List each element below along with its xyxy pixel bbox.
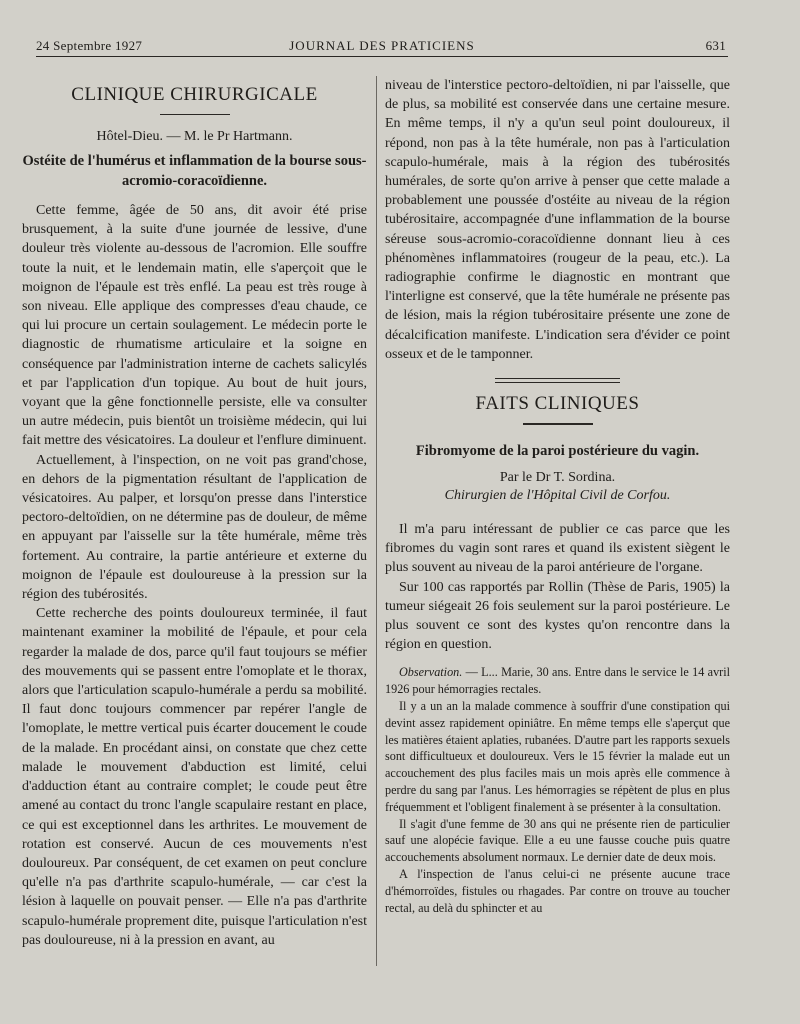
header-journal-title: JOURNAL DES PRATICIENS: [289, 38, 475, 53]
section-title-faits: FAITS CLINIQUES: [475, 393, 640, 415]
header-page-number: 631: [705, 38, 726, 53]
small-paragraph: Il y a un an la malade commence à souffrir d'une constipation qui devint assez rapidement opiniâtre. En même temps elle s'aperçut que les matières étaient aplaties, rubanées. D'autre part les rapports sexuels sont difficultueux et douloureux. Vers le 15 février la malade eut un accouchement des plus faciles mais un mois après elle commence à perdre du sang par l'anus. Les hémorragies se répètent de plus en plus fréquemment et l'obligent finalement à se présenter à la consultation.: [385, 699, 731, 814]
article-title-fibromyome: Fibromyome de la paroi postérieure du vagin.: [415, 443, 700, 460]
paragraph: Il m'a paru intéressant de publier ce cas parce que les fibromes du vagin sont rares et quand ils existent siègent le plus souvent au niveau de la paroi antérieure de l'organe.: [385, 522, 730, 576]
title-rule: [160, 114, 230, 115]
small-paragraph: Il s'agit d'une femme de 30 ans qui ne présente rien de particulier sauf une alopécie favique. Elle a eu une fausse couche puis quatre accouchements absolument normaux. Le dernier date de deux mois.: [385, 816, 730, 865]
header-date: 24 Septembre 1927: [36, 38, 143, 53]
observation-label: Observation.: [399, 665, 463, 680]
section-separator: [495, 378, 620, 383]
title-rule: [523, 423, 593, 425]
section-title-clinique: CLINIQUE CHIRURGICALE: [71, 84, 318, 105]
paragraph-continuation: niveau de l'interstice pectoro-deltoïdien, ni par l'aisselle, que de plus, sa mobilité est conservée dans une certaine mesure. En même temps, il n'y a qu'un seul point douloureux, il répond, non pas à la tête humérale, non pas à l'articulation scapulo-humérale, mais à la région des tubérosités humérales, de sorte qu'on arrive à penser que cette malade a probablement une poussée d'ostéite au niveau de la région tubérositaire, accompagnée d'une inflammation de la bourse séreuse sous-acromio-coracoïdienne donnant lieu à ces phénomènes inflammatoires (rougeur de la peau, etc.). La radiographie confirme le diagnostic en montrant que l'interligne est conservé, que la tête humérale ne présente pas de lésion, mais la région tubérositaire présente une zone de décalcification manifeste. L'indication sera d'évider ce point osseux et de le tamponner.: [385, 78, 730, 362]
page-header: [36, 36, 728, 57]
observation-text: — L... Marie, 30 ans. Entre dans le service le 14 avril 1926 pour hémorragies rectales.: [385, 665, 730, 697]
column-divider: [376, 76, 377, 966]
paragraph: Cette recherche des points douloureux terminée, il faut maintenant examiner la mobilité de l'épaule, et pour cela regarder la malade de dos, parce qu'il faut toujours se méfier des mouvements qui se passent entre l'omoplate et le thorax, alors que l'articulation scapulo-humérale a perdu sa mobilité. Il faut donc toujours commencer par repérer l'angle de l'omoplate, le mettre vertical puis écarter doucement le coude de la malade. En procédant ainsi, on constate que chez cette malade le mouvement d'abduction est limité, celui d'adduction étant au contraire complet; le coude peut être amené au contact du tronc l'angle scapulaire restant en place, ce qui est exceptionnel dans les arthrites. Le mouvement de rotation est conservé. Aucun de ces mouvements n'est douloureux. Par conséquent, de cet examen on peut conclure qu'elle n'a pas d'arthrite scapulo-humérale, — car c'est la lésion à laquelle on pouvait penser. — Elle n'a pas d'arthrite scapulo-humérale proprement dite, puisque l'articulation n'est pas douloureuse, ni à la pression en avant, au: [22, 606, 367, 948]
affiliation: Chirurgien de l'Hôpital Civil de Corfou.: [444, 488, 671, 504]
left-column: [22, 76, 367, 950]
paragraph: Actuellement, à l'inspection, on ne voit pas grand'chose, en dehors de la pigmentation résultant de l'application de vésicatoires. Au palper, et lorsqu'on presse dans l'interstice pectoro-deltoïdien, on ne détermine pas de douleur, de même en appuyant par l'aisselle sur la tête humérale, même très fortement. Au contraire, la partie antérieure et externe du moignon de l'épaule est douloureuse à la pression sur la région des tubérosités.: [22, 452, 367, 603]
article-title-osteite: Ostéite de l'humérus et inflammation de la bourse sous-acromio-coracoïdienne.: [22, 153, 367, 189]
paragraph: Sur 100 cas rapportés par Rollin (Thèse de Paris, 1905) la tumeur siégeait 26 fois seulement sur la paroi postérieure. Le plus souvent ce sont des kystes qu'on rencontre dans la région en question.: [385, 579, 730, 653]
right-column: [385, 76, 730, 916]
paragraph: Cette femme, âgée de 50 ans, dit avoir été prise brusquement, à la suite d'une journée de lessive, d'une douleur très violente au-dessous de l'acromion. Elle souffre toute la nuit, et le lendemain matin, elle s'aperçoit que le moignon de l'épaule est très enflé. La peau est très rouge à son niveau. Elle applique des compresses d'eau chaude, ce qui lui procure un certain soulagement. Le médecin porte le diagnostic de rhumatisme articulaire et la soigne en conséquence par l'administration interne de cachets salicylés et par l'application d'un topique. Au bout de huit jours, voyant que la gêne fonctionnelle persiste, elle va consulter un autre médecin, puis bientôt un troisième médecin, qui lui fait mettre des vésicatoires. La douleur et l'enflure diminuent.: [22, 203, 367, 449]
small-paragraph: A l'inspection de l'anus celui-ci ne présente aucune trace d'hémorroïdes, fistules ou rhagades. Par contre on trouve au toucher rectal, au delà du sphincter et au: [385, 867, 730, 915]
byline: Par le Dr T. Sordina.: [499, 470, 616, 486]
observation-paragraph: [385, 664, 730, 698]
author-line: Hôtel-Dieu. — M. le Pr Hartmann.: [96, 129, 293, 144]
